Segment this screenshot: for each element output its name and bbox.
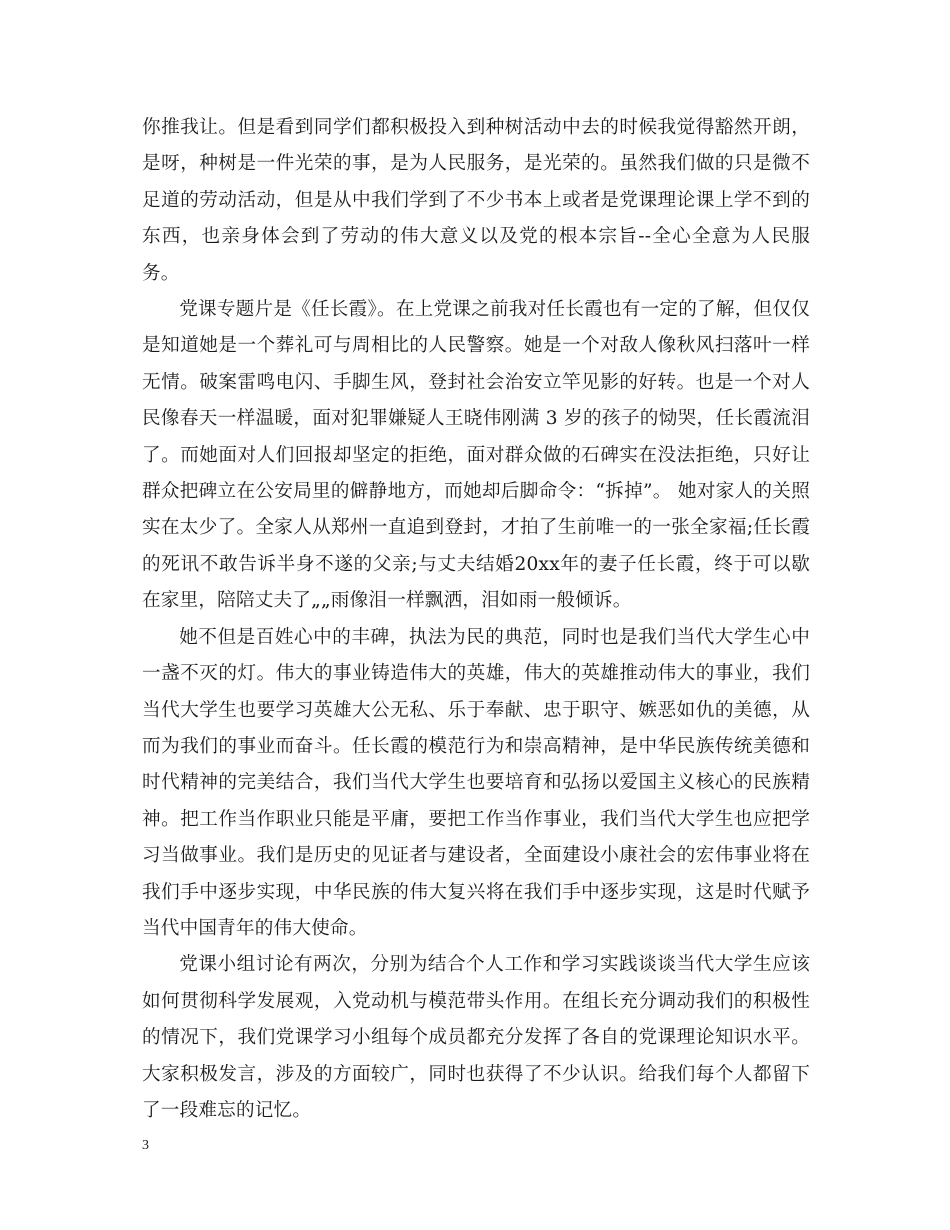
paragraph-2: 党课专题片是《任长霞》。在上党课之前我对任长霞也有一定的了解，但仅仅是知道她是一个葬礼可与周相比的人民警察。她是一个对敌人像秋风扫落叶一样无情。破案雷鸣电闪、手脚生风，登封社会治安立竿见影的好转。也是一个对人民像春天一样温暖，面对犯罪嫌疑人王晓伟刚满 3 岁的孩子的恸哭，任长霞流泪了。而她面对人们回报却坚定的拒绝，面对群众做的石碑实在没法拒绝，只好让群众把碑立在公安局里的僻静地方，而她却后脚命令：“拆掉”。 她对家人的关照实在太少了。全家人从郑州一直追到登封，才拍了生前唯一的一张全家福;任长霞的死讯不敢告诉半身不遂的父亲;与丈夫结婚20xx年的妻子任长霞，终于可以歇在家里，陪陪丈夫了„„雨像泪一样飘洒，泪如雨一般倾诉。 (142, 299, 810, 612)
document-body (142, 110, 810, 1129)
paragraph-1: 你推我让。但是看到同学们都积极投入到种树活动中去的时候我觉得豁然开朗，是呀，种树是一件光荣的事，是为人民服务，是光荣的。虽然我们做的只是微不足道的劳动活动，但是从中我们学到了不少书本上或者是党课理论课上学不到的东西，也亲身体会到了劳动的伟大意义以及党的根本宗旨--全心全意为人民服务。 (142, 117, 810, 284)
paragraph-4: 党课小组讨论有两次，分别为结合个人工作和学习实践谈谈当代大学生应该如何贯彻科学发展观，入党动机与模范带头作用。在组长充分调动我们的积极性的情况下，我们党课学习小组每个成员都充分发挥了各自的党课理论知识水平。大家积极发言，涉及的方面较广，同时也获得了不少认识。给我们每个人都留下了一段难忘的记忆。 (142, 954, 810, 1121)
paragraph-3: 她不但是百姓心中的丰碑，执法为民的典范，同时也是我们当代大学生心中一盏不灭的灯。伟大的事业铸造伟大的英雄，伟大的英雄推动伟大的事业，我们当代大学生也要学习英雄大公无私、乐于奉献、忠于职守、嫉恶如仇的美德，从而为我们的事业而奋斗。任长霞的模范行为和崇高精神，是中华民族传统美德和时代精神的完美结合，我们当代大学生也要培育和弘扬以爱国主义核心的民族精神。把工作当作职业只能是平庸，要把工作当作事业，我们当代大学生也应把学习当做事业。我们是历史的见证者与建设者，全面建设小康社会的宏伟事业将在我们手中逐步实现，中华民族的伟大复兴将在我们手中逐步实现，这是时代赋予当代中国青年的伟大使命。 (142, 626, 810, 939)
page-number: 3 (142, 1138, 149, 1153)
